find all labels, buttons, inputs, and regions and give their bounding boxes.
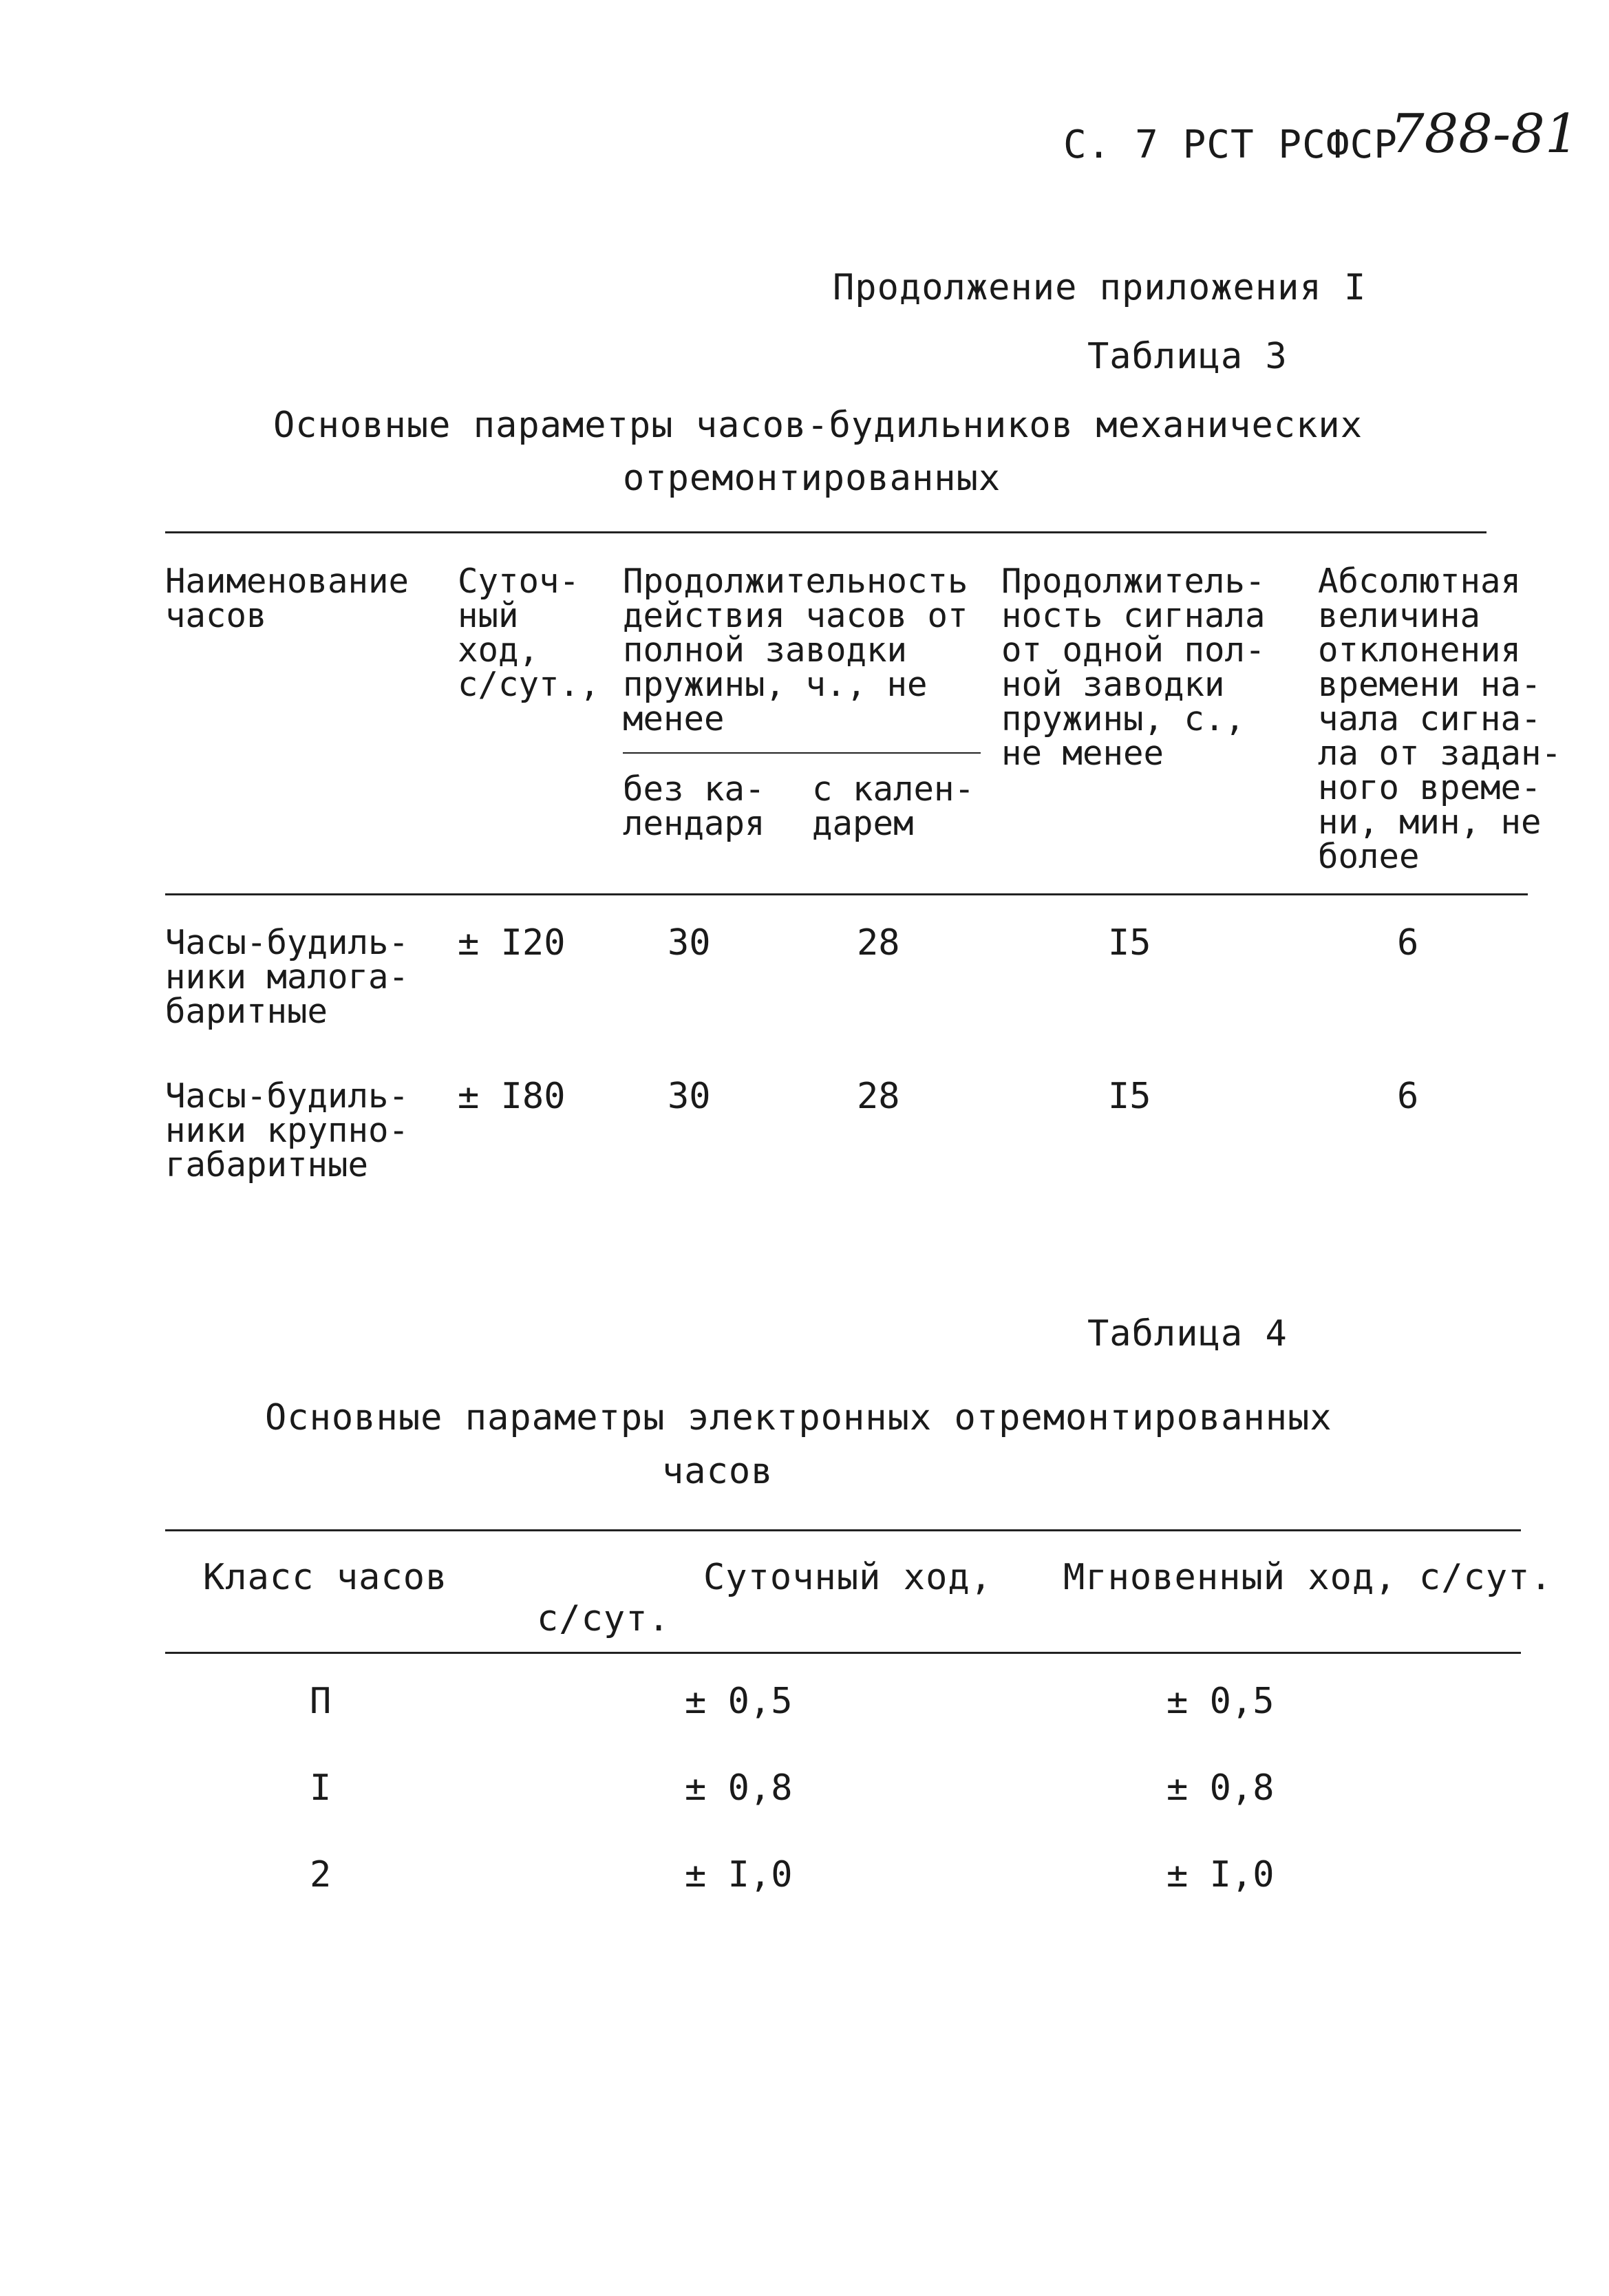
table4-row1-daily-rate: ± 0,5	[685, 1681, 793, 1722]
table4-title-line1: Основные параметры электронных отремонтированных	[265, 1397, 1332, 1438]
table4-row2-class: I	[310, 1767, 332, 1809]
table4-row3-instant-rate: ± I,0	[1166, 1854, 1275, 1895]
table3-row2-with-calendar: 28	[857, 1076, 900, 1117]
table3-label: Таблица 3	[1087, 336, 1288, 377]
table4-header-daily-rate-b: с/сут.	[537, 1598, 670, 1639]
table4-row2-daily-rate: ± 0,8	[685, 1767, 793, 1809]
table4-top-rule	[165, 1529, 1521, 1531]
table3-header-no-calendar: без ка- лендаря	[623, 769, 765, 843]
appendix-continuation: Продолжение приложения I	[833, 267, 1367, 308]
table3-header-signal: Продолжитель- ность сигнала от одной пол- ной заводки пружины, с., не менее	[1001, 562, 1266, 773]
table3-row1-deviation: 6	[1397, 922, 1419, 964]
table3-row1-daily-rate: ± I20	[458, 922, 566, 964]
table4-header-instant-rate: Мгновенный ход, с/сут.	[1063, 1557, 1553, 1598]
table3-row1-with-calendar: 28	[857, 922, 900, 964]
table4-header-bottom-rule	[165, 1652, 1521, 1654]
table3-header-daily-rate: Суточ- ный ход, с/сут.,	[458, 562, 600, 704]
table3-row1-name: Часы-будиль- ники малога- баритные	[165, 923, 409, 1031]
handwritten-document-number: 788-81	[1390, 103, 1579, 165]
table3-header-duration: Продолжительность действия часов от полной заводки пружины, ч., не менее	[623, 562, 968, 738]
table3-top-rule	[165, 531, 1487, 533]
table3-header-with-calendar: с кален- дарем	[812, 769, 975, 843]
table4-row1-instant-rate: ± 0,5	[1166, 1681, 1275, 1722]
page-header-prefix: С. 7 РСТ РСФСР	[1063, 123, 1398, 167]
table3-duration-subrule	[623, 752, 981, 754]
table3-header-name: Наименование часов	[165, 562, 409, 635]
table3-row2-daily-rate: ± I80	[458, 1076, 566, 1117]
table3-row1-signal: I5	[1108, 922, 1151, 964]
table4-row1-class: П	[310, 1681, 332, 1722]
table4-label: Таблица 4	[1087, 1313, 1288, 1354]
table4-row3-class: 2	[310, 1854, 332, 1895]
table3-row2-signal: I5	[1108, 1076, 1151, 1117]
table3-row2-name: Часы-будиль- ники крупно- габаритные	[165, 1076, 409, 1184]
table3-title-line1: Основные параметры часов-будильников механических	[273, 405, 1363, 446]
table3-header-deviation: Абсолютная величина отклонения времени на- чала сигна- ла от задан- ного време- ни, мин, не более	[1318, 562, 1562, 876]
table4-header-class: Класс часов	[203, 1557, 448, 1598]
table3-row2-deviation: 6	[1397, 1076, 1419, 1117]
table3-row1-no-calendar: 30	[668, 922, 711, 964]
table4-row2-instant-rate: ± 0,8	[1166, 1767, 1275, 1809]
table3-header-bottom-rule	[165, 893, 1528, 895]
table4-title-line2: часов	[662, 1451, 774, 1492]
table4-header-daily-rate-a: Суточный ход,	[703, 1557, 992, 1598]
table3-row2-no-calendar: 30	[668, 1076, 711, 1117]
table3-title-line2: отремонтированных	[623, 458, 1001, 499]
table4-row3-daily-rate: ± I,0	[685, 1854, 793, 1895]
